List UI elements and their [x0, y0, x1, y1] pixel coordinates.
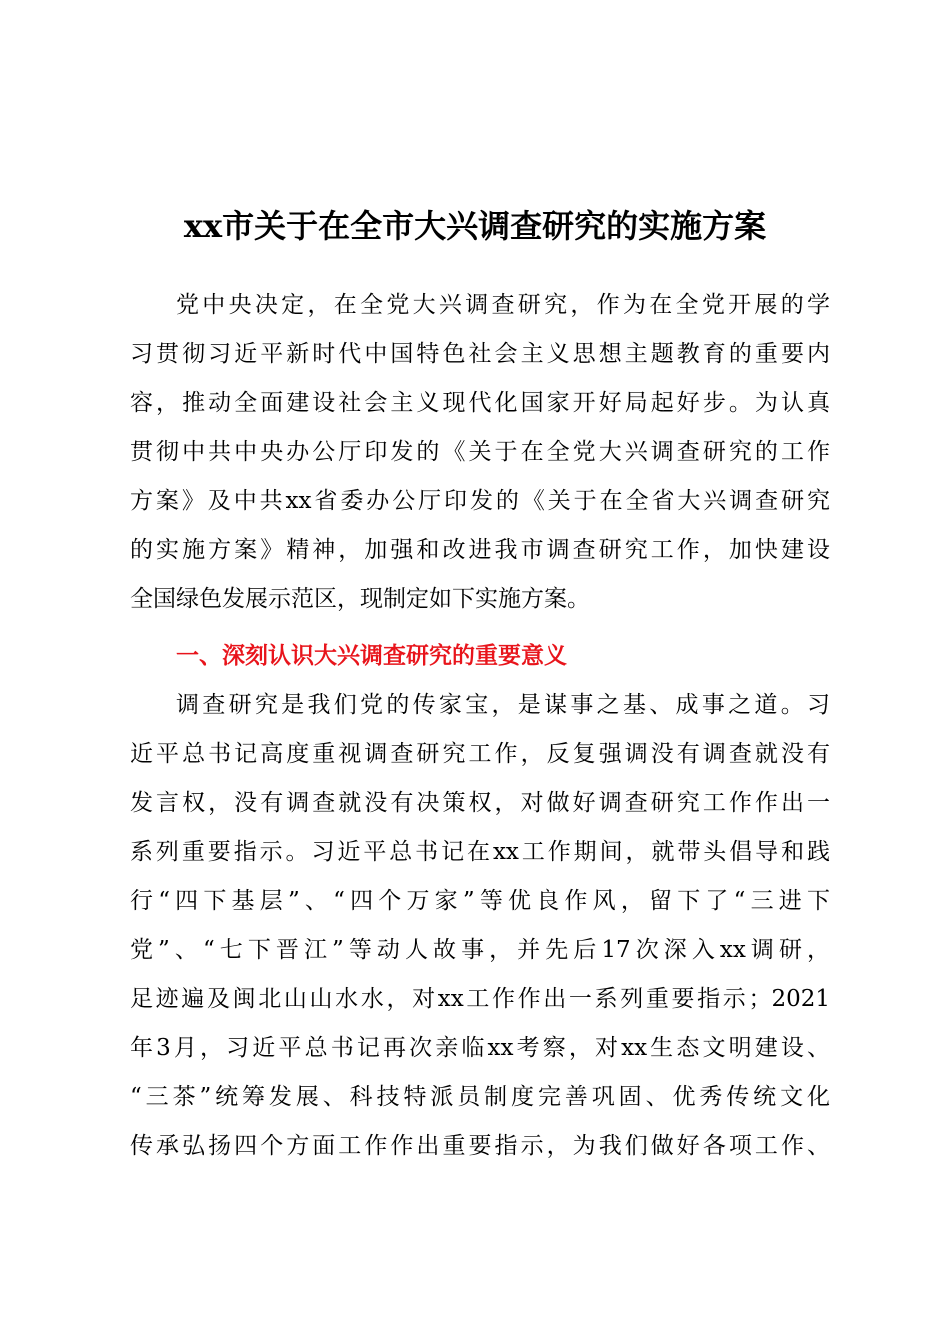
paragraph-line: 年3月，习近平总书记再次亲临xx考察，对xx生态文明建设、 [130, 1035, 830, 1061]
paragraph-line: 党”、“七下晋江”等动人故事，并先后17次深入xx调研， [130, 937, 830, 963]
section-heading: 一、深刻认识大兴调查研究的重要意义 [176, 643, 567, 669]
paragraph-line: 行“四下基层”、“四个万家”等优良作风，留下了“三进下 [130, 888, 830, 914]
paragraph-line: 足迹遍及闽北山山水水，对xx工作作出一系列重要指示；2021 [130, 986, 830, 1012]
paragraph-line: 方案》及中共xx省委办公厅印发的《关于在全省大兴调查研究 [130, 488, 830, 514]
paragraph-line: 调查研究是我们党的传家宝，是谋事之基、成事之道。习 [176, 692, 830, 718]
paragraph-line: 的实施方案》精神，加强和改进我市调查研究工作，加快建设 [130, 537, 830, 563]
paragraph-line: 贯彻中共中央办公厅印发的《关于在全党大兴调查研究的工作 [130, 439, 830, 465]
paragraph-line: 容，推动全面建设社会主义现代化国家开好局起好步。为认真 [130, 390, 830, 416]
intro-paragraph [130, 281, 830, 624]
paragraph-line: “三茶”统筹发展、科技特派员制度完善巩固、优秀传统文化 [130, 1084, 830, 1110]
paragraph-line: 传承弘扬四个方面工作作出重要指示，为我们做好各项工作、 [130, 1133, 830, 1159]
paragraph-line: 系列重要指示。习近平总书记在xx工作期间，就带头倡导和践 [130, 839, 830, 865]
section-paragraph [130, 681, 830, 1171]
paragraph-line: 全国绿色发展示范区，现制定如下实施方案。 [130, 586, 590, 612]
paragraph-line: 发言权，没有调查就没有决策权，对做好调查研究工作作出一 [130, 790, 830, 816]
paragraph-line: 习贯彻习近平新时代中国特色社会主义思想主题教育的重要内 [130, 341, 830, 367]
document-title: xx市关于在全市大兴调查研究的实施方案 [183, 207, 767, 245]
paragraph-line: 党中央决定，在全党大兴调查研究，作为在全党开展的学 [176, 292, 830, 318]
paragraph-line: 近平总书记高度重视调查研究工作，反复强调没有调查就没有 [130, 741, 830, 767]
